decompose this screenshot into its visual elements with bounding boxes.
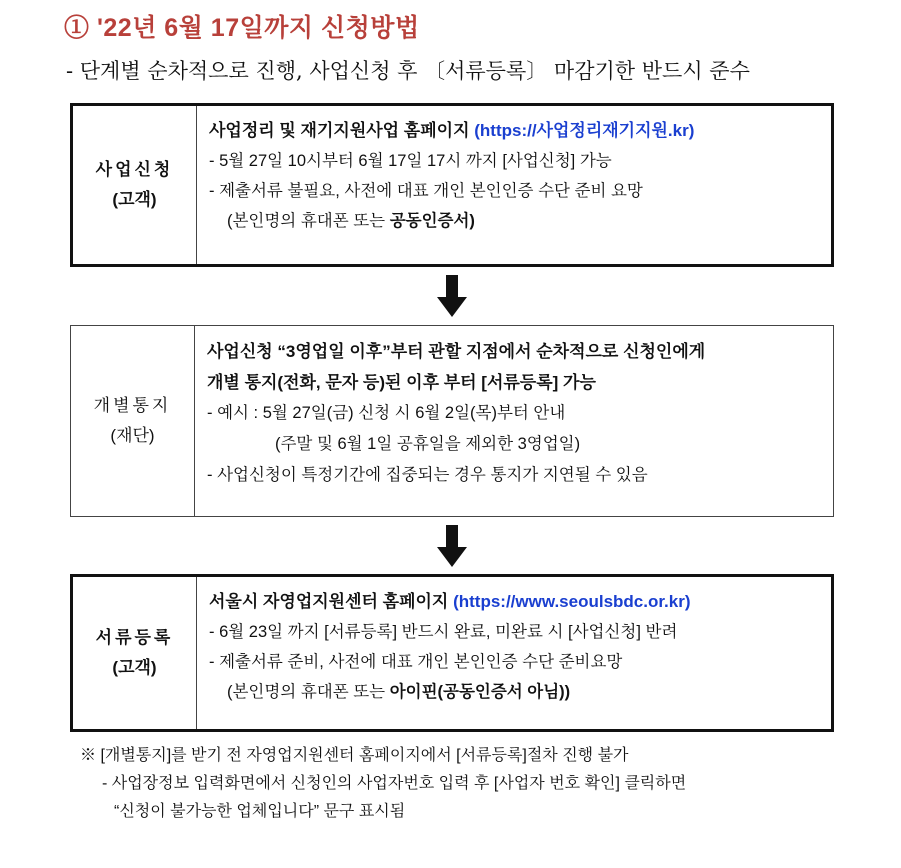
step-heading: 사업정리 및 재기지원사업 홈페이지 [209,121,470,140]
step-document-registration [70,574,834,732]
step-line: - 제출서류 불필요, 사전에 대표 개인 본인인증 수단 준비 요망 [209,182,643,200]
step-line: - 5월 27일 10시부터 6월 17일 17시 까지 [사업신청] 가능 [209,152,612,170]
step-line: - 사업신청이 특정기간에 집중되는 경우 통지가 지연될 수 있음 [207,466,648,484]
step-label [73,106,197,264]
step-line: - 제출서류 준비, 사전에 대표 개인 본인인증 수단 준비요망 [209,653,623,671]
homepage-link[interactable]: (https://www.seoulsbdc.or.kr) [453,592,691,611]
step-actor: (재단) [110,426,155,445]
step-notification [70,325,834,517]
footnote [80,742,686,826]
step-label [71,326,195,516]
note-line: ※ [개별통지]를 받기 전 자영업지원센터 홈페이지에서 [서류등록]절차 진행 불가 [80,747,629,764]
section-title: ① '22년 6월 17일까지 신청방법 [64,14,420,42]
step-heading: 개별 통지(전화, 문자 등)된 이후 부터 [서류등록] 가능 [207,373,596,392]
step-line: (본인명의 휴대폰 또는 [227,212,390,230]
section-subtitle: - 단계별 순차적으로 진행, 사업신청 후 〔서류등록〕 마감기한 반드시 준수 [66,59,750,83]
arrow-down-icon [437,525,467,567]
step-actor: (고객) [112,658,157,677]
step-name: 서류등록 [95,628,174,647]
step-name: 개별통지 [93,396,172,415]
step-name: 사업신청 [95,160,174,179]
note-line: - 사업장정보 입력화면에서 신청인의 사업자번호 입력 후 [사업자 번호 확인] 클릭하면 [102,775,687,792]
step-line: (주말 및 6월 1일 공휴일을 제외한 3영업일) [275,435,581,453]
step-content [197,577,831,729]
step-heading: 서울시 자영업지원센터 홈페이지 [209,592,449,611]
step-line-bold: 아이핀(공동인증서 아님)) [389,683,571,701]
step-content [195,326,833,516]
step-line: - 6월 23일 까지 [서류등록] 반드시 완료, 미완료 시 [사업신청] 반려 [209,623,678,641]
step-heading: 사업신청 “3영업일 이후”부터 관할 지점에서 순차적으로 신청인에게 [207,342,706,361]
homepage-link[interactable]: (https://사업정리재기지원.kr) [474,121,695,140]
step-content [197,106,831,264]
step-line: - 예시 : 5월 27일(금) 신청 시 6월 2일(목)부터 안내 [207,404,566,422]
step-application [70,103,834,267]
step-line-bold: 공동인증서) [389,212,475,230]
step-actor: (고객) [112,190,157,209]
step-label [73,577,197,729]
note-line: “신청이 불가능한 업체입니다” 문구 표시됨 [114,803,406,820]
step-line: (본인명의 휴대폰 또는 [227,683,390,701]
arrow-down-icon [437,275,467,317]
